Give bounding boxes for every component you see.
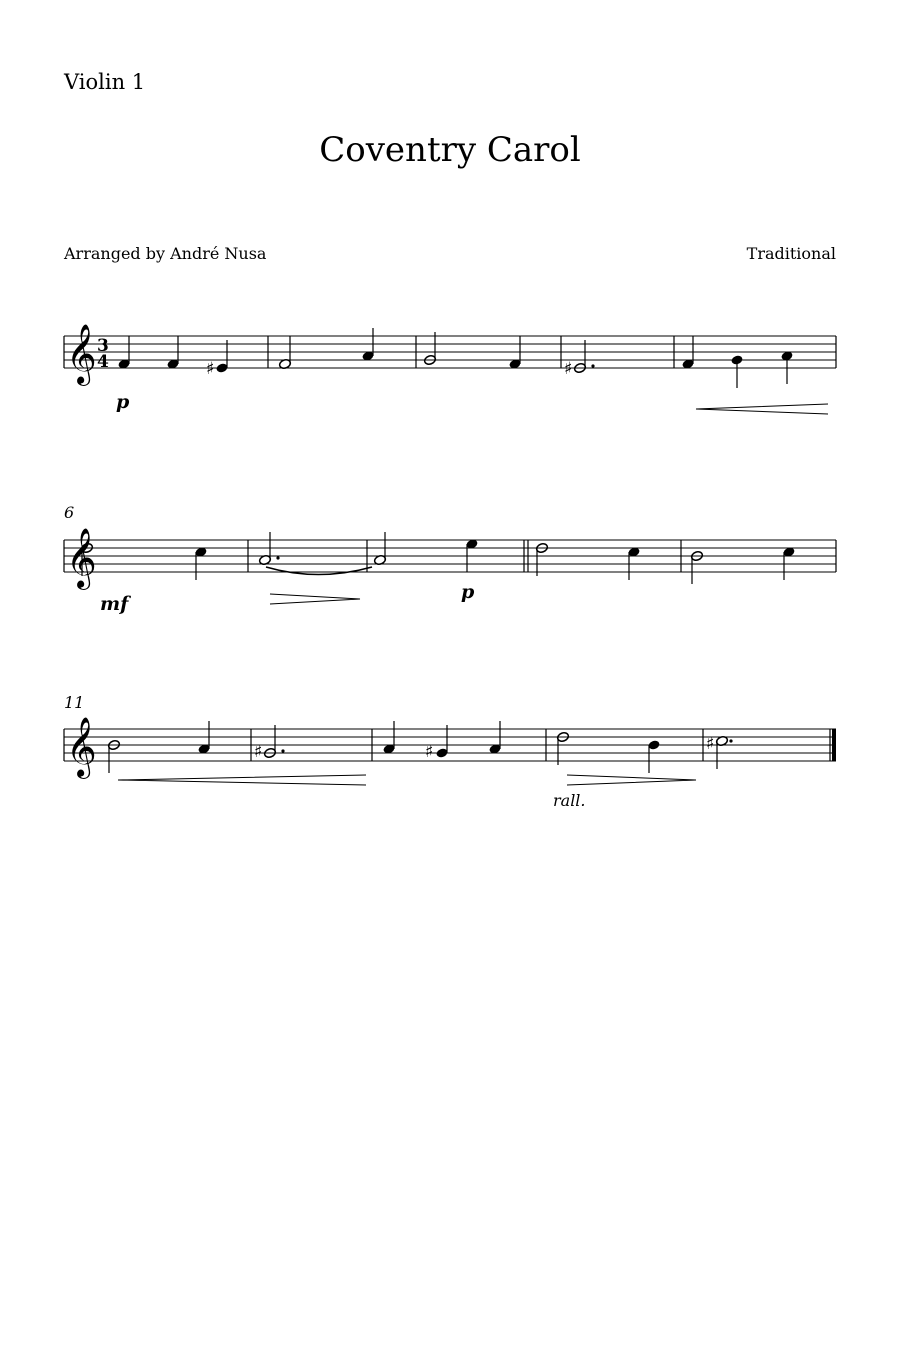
note [730, 354, 743, 388]
sharp-icon: ♯ [706, 734, 715, 754]
diminuendo-hairpin [567, 775, 696, 785]
note [117, 336, 130, 370]
dynamic-marking: p [461, 581, 475, 603]
sharp-icon: ♯ [425, 742, 434, 762]
crescendo-hairpin [118, 775, 366, 785]
final-barline [832, 729, 836, 761]
note [690, 550, 703, 584]
note [258, 532, 279, 566]
system-1 [64, 324, 836, 414]
sharp-icon: ♯ [564, 359, 573, 379]
treble-clef-icon: 𝄞 [66, 528, 97, 588]
sharp-icon: ♯ [254, 742, 263, 762]
arranger-credit: Arranged by André Nusa [64, 244, 267, 263]
note [278, 336, 291, 370]
tempo-marking: rall. [553, 791, 586, 810]
note [423, 332, 436, 366]
composer-credit: Traditional [746, 244, 836, 263]
note [382, 721, 395, 755]
dynamic-marking: mf [100, 593, 129, 615]
note [107, 739, 120, 773]
staff-lines [64, 540, 836, 572]
sharp-icon: ♯ [206, 359, 215, 379]
note [194, 546, 207, 580]
note [166, 336, 179, 370]
system-2 [64, 503, 836, 615]
note [782, 546, 795, 580]
note [373, 532, 386, 566]
dynamic-marking: p [116, 391, 130, 413]
treble-clef-icon: 𝄞 [66, 717, 97, 777]
note [215, 340, 228, 374]
time-signature-numerator: 3 [97, 336, 109, 356]
note [627, 546, 640, 580]
note [647, 739, 660, 773]
note [681, 336, 694, 370]
note [197, 721, 210, 755]
measure-number: 6 [64, 503, 75, 522]
staff-lines [64, 336, 836, 368]
note [715, 735, 732, 769]
page-title: Coventry Carol [319, 130, 581, 170]
note [780, 350, 793, 384]
diminuendo-hairpin [270, 594, 360, 604]
tie [266, 567, 372, 575]
note [556, 731, 569, 765]
note [263, 725, 284, 759]
system-3 [64, 693, 836, 810]
note [435, 725, 448, 759]
part-label: Violin 1 [64, 70, 146, 94]
time-signature-denominator: 4 [97, 352, 109, 372]
note [465, 538, 478, 572]
note [535, 542, 548, 576]
crescendo-hairpin [696, 404, 828, 414]
note [508, 336, 521, 370]
note [573, 340, 594, 374]
measure-number: 11 [64, 693, 85, 712]
note [361, 328, 374, 362]
note [488, 721, 501, 755]
treble-clef-icon: 𝄞 [66, 324, 97, 384]
